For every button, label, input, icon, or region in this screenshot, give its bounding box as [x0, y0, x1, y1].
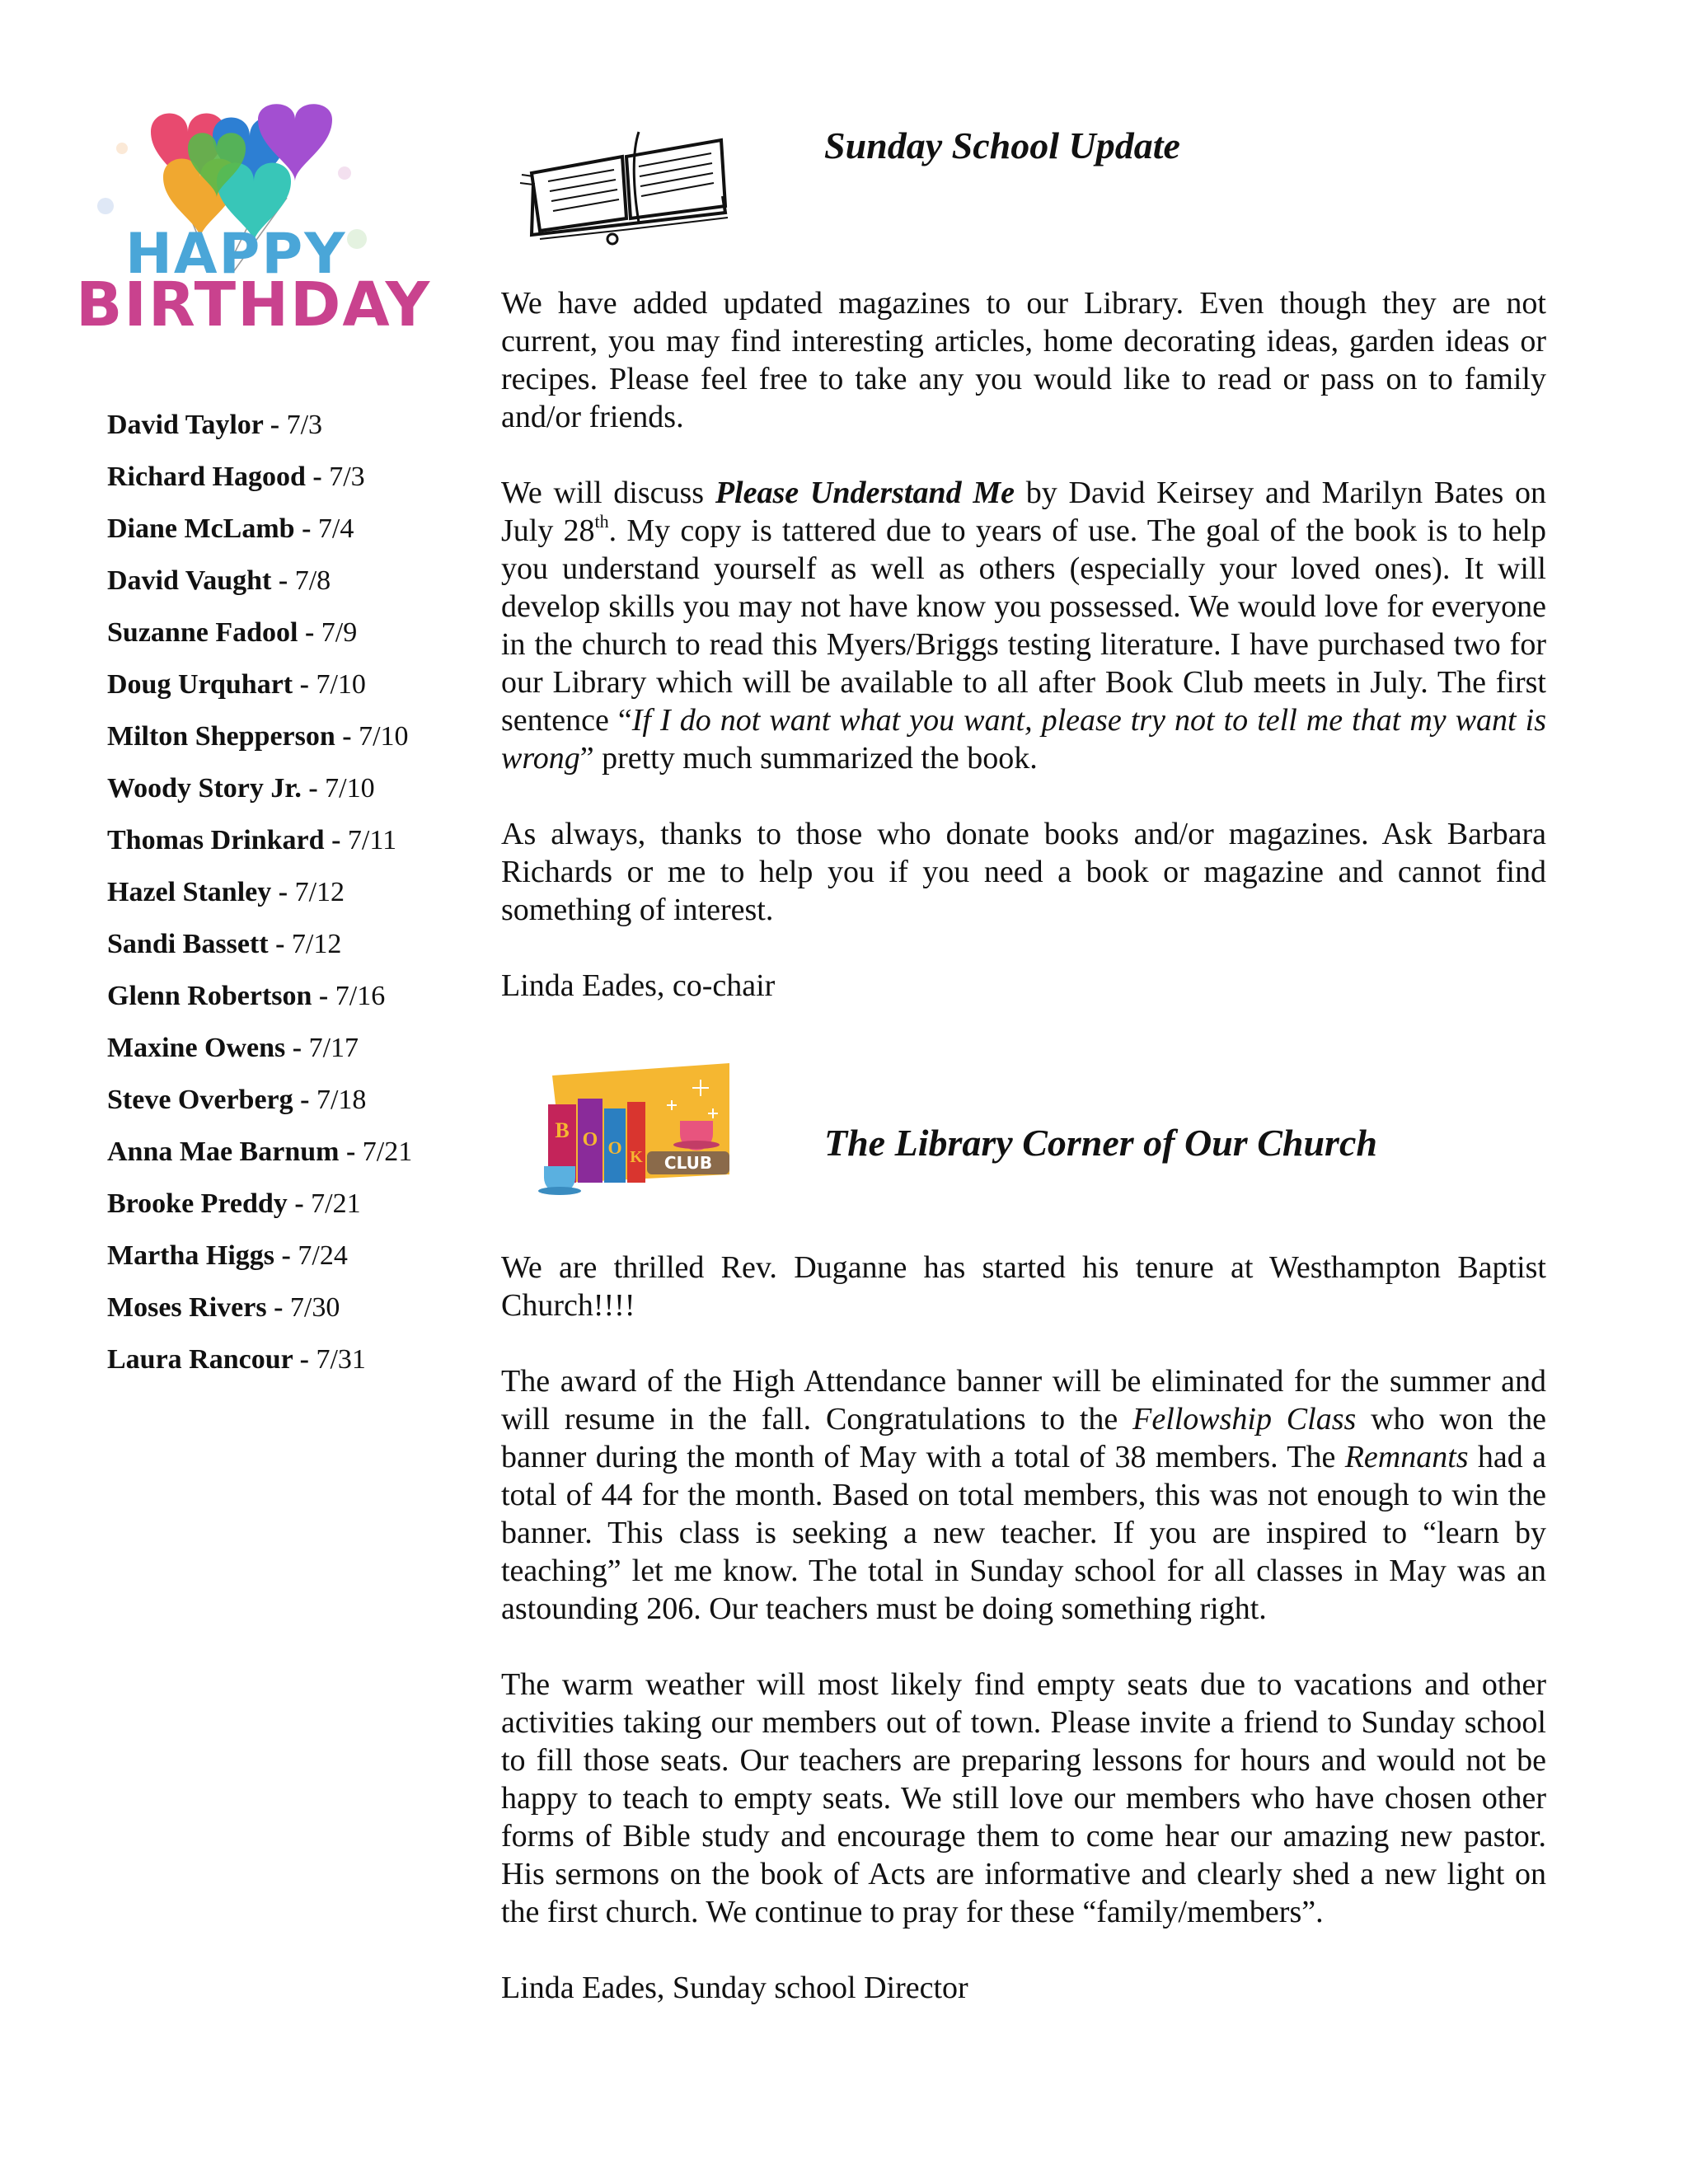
paragraph: The warm weather will most likely find empty seats due to vacations and other activities taking our members out of town. Please invite a friend to Sunday school to fill those seats. Our teachers are preparing lessons for hours and would not be happy to teach to empty seats. We still love our members who have chosen other forms of Bible study and encourage them to come hear our amazing new pastor. His sermons on the book of Acts are informative and clearly shed a new light on the first church. We continue to pray for these “family/members”. — [501, 1667, 1546, 1929]
birthday-date: 7/3 — [329, 462, 365, 492]
signature: Linda Eades, co-chair — [501, 968, 776, 1003]
birthday-date: 7/17 — [308, 1033, 359, 1063]
birthday-name: Diane McLamb — [107, 513, 295, 544]
birthday-date: 7/8 — [294, 565, 331, 596]
birthday-name: Steve Overberg — [107, 1085, 293, 1115]
birthday-date: 7/31 — [316, 1344, 366, 1375]
birthday-entry: Diane McLamb - 7/4 — [107, 513, 354, 544]
birthday-entry: David Vaught - 7/8 — [107, 565, 331, 596]
birthday-text: BIRTHDAY — [76, 269, 432, 340]
sunday-school-update-section — [501, 284, 1546, 1005]
birthday-name: Hazel Stanley — [107, 877, 272, 907]
birthday-name: Suzanne Fadool — [107, 617, 298, 648]
birthday-list — [107, 408, 453, 1394]
birthday-entry: Martha Higgs - 7/24 — [107, 1240, 348, 1271]
birthday-entry: Hazel Stanley - 7/12 — [107, 877, 345, 907]
happy-text: HAPPY — [125, 222, 347, 287]
birthday-entry: Sandi Bassett - 7/12 — [107, 929, 342, 959]
birthday-name: Brooke Preddy — [107, 1188, 288, 1219]
library-corner-heading: The Library Corner of Our Church — [824, 1122, 1377, 1164]
paragraph: The award of the High Attendance banner will be eliminated for the summer and will resume in the fall. Congratulations to the Fellowship Class who won the banner during the month of May with a total of 38 members. The Remnants had a total of 44 for the month. Based on total members, this was not enough to win the banner. This class is seeking a new teacher. If you are inspired to “learn by teaching” let me know. The total in Sunday school for all classes in May was an astounding 206. Our teachers must be doing something right. — [501, 1364, 1546, 1626]
birthday-entry: Doug Urquhart - 7/10 — [107, 669, 366, 700]
birthday-name: Sandi Bassett — [107, 929, 269, 959]
birthday-name: David Vaught — [107, 565, 272, 596]
birthday-entry: Richard Hagood - 7/3 — [107, 462, 365, 492]
birthday-name: Glenn Robertson — [107, 981, 312, 1011]
book-letter: O — [607, 1137, 622, 1158]
birthday-name: Anna Mae Barnum — [107, 1137, 340, 1167]
birthday-entry: Milton Shepperson - 7/10 — [107, 721, 409, 752]
book-letter: B — [555, 1118, 570, 1142]
birthday-date: 7/10 — [359, 721, 409, 752]
birthday-date: 7/11 — [347, 825, 397, 855]
birthday-date: 7/12 — [294, 877, 345, 907]
birthday-date: 7/10 — [325, 773, 375, 804]
birthday-date: 7/30 — [289, 1292, 340, 1323]
birthday-entry: Brooke Preddy - 7/21 — [107, 1188, 361, 1219]
birthday-entry: Laura Rancour - 7/31 — [107, 1344, 366, 1375]
open-book-icon — [515, 124, 738, 247]
birthday-date: 7/24 — [298, 1240, 348, 1271]
class-name: Fellowship Class — [1132, 1402, 1357, 1436]
book-letter: O — [582, 1129, 598, 1151]
paragraph: We are thrilled Rev. Duganne has started his tenure at Westhampton Baptist Church!!!! — [501, 1250, 1546, 1323]
book-letter: K — [630, 1148, 643, 1166]
birthday-entry: Glenn Robertson - 7/16 — [107, 981, 386, 1011]
birthday-name: Milton Shepperson — [107, 721, 335, 752]
birthday-name: Maxine Owens — [107, 1033, 286, 1063]
book-title: Please Understand Me — [715, 476, 1015, 510]
birthday-date: 7/12 — [291, 929, 342, 959]
birthday-entry: Woody Story Jr. - 7/10 — [107, 773, 375, 804]
birthday-entry: Maxine Owens - 7/17 — [107, 1033, 359, 1063]
birthday-name: Doug Urquhart — [107, 669, 293, 700]
birthday-name: David Taylor — [107, 410, 264, 440]
birthday-entry: Moses Rivers - 7/30 — [107, 1292, 340, 1323]
paragraph: We have added updated magazines to our Library. Even though they are not current, you may find interesting articles, home decorating ideas, garden ideas or recipes. Please feel free to take any you would like to read or pass on to family and/or friends. — [501, 286, 1546, 434]
birthday-name: Woody Story Jr. — [107, 773, 302, 804]
birthday-date: 7/3 — [286, 410, 323, 440]
sunday-school-update-heading: Sunday School Update — [824, 124, 1180, 166]
birthday-date: 7/21 — [311, 1188, 361, 1219]
birthday-date: 7/16 — [335, 981, 386, 1011]
club-label: CLUB — [663, 1153, 713, 1173]
birthday-entry: Anna Mae Barnum - 7/21 — [107, 1137, 413, 1167]
birthday-name: Moses Rivers — [107, 1292, 267, 1323]
library-corner-section — [501, 1249, 1546, 2007]
birthday-name: Thomas Drinkard — [107, 825, 325, 855]
book-club-icon — [532, 1059, 738, 1199]
quote: If I do not want what you want, please try not to tell me that my want is wrong — [501, 703, 1546, 776]
class-name: Remnants — [1344, 1440, 1469, 1474]
birthday-name: Martha Higgs — [107, 1240, 275, 1271]
signature: Linda Eades, Sunday school Director — [501, 1971, 968, 2005]
birthday-name: Richard Hagood — [107, 462, 306, 492]
birthday-date: 7/21 — [362, 1137, 413, 1167]
birthday-entry: Steve Overberg - 7/18 — [107, 1085, 367, 1115]
paragraph: We will discuss Please Understand Me by David Keirsey and Marilyn Bates on July 28th. My copy is tattered due to years of use. The goal of the book is to help you understand yourself as well as others (especially your loved ones). It will develop skills you may not have know you possessed. We would love for everyone in the church to read this Myers/Briggs testing literature. I have purchased two for our Library which will be available to all after Book Club meets in July. The first sentence “If I do not want what you want, please try not to tell me that my want is wrong” pretty much summarized the book. — [501, 476, 1546, 776]
birthday-entry: David Taylor - 7/3 — [107, 410, 323, 440]
birthday-name: Laura Rancour — [107, 1344, 293, 1375]
birthday-entry: Thomas Drinkard - 7/11 — [107, 825, 397, 855]
birthday-date: 7/4 — [317, 513, 354, 544]
paragraph: As always, thanks to those who donate books and/or magazines. Ask Barbara Richards or me to help you if you need a book or magazine and cannot find something of interest. — [501, 817, 1546, 927]
birthday-date: 7/18 — [316, 1085, 367, 1115]
birthday-entry: Suzanne Fadool - 7/9 — [107, 617, 358, 648]
birthday-date: 7/10 — [316, 669, 366, 700]
birthday-date: 7/9 — [321, 617, 358, 648]
